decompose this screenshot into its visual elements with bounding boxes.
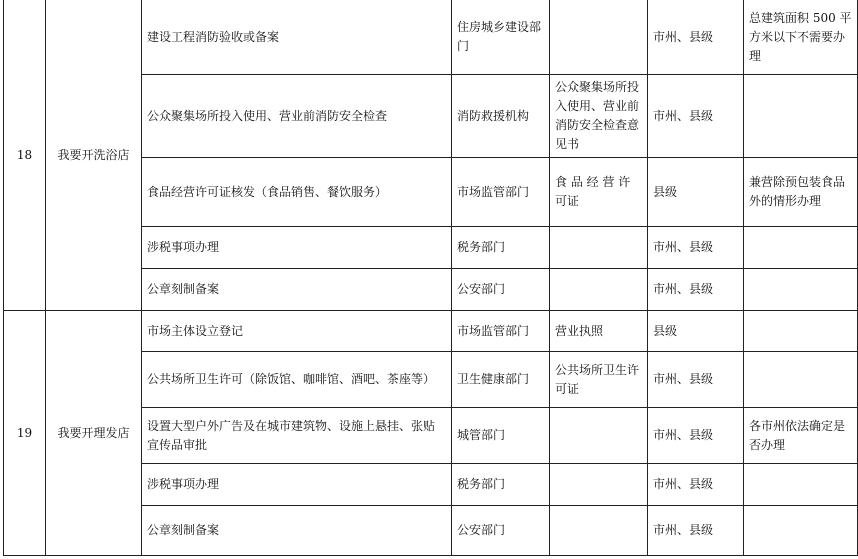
note-cell	[744, 227, 858, 269]
item-cell: 涉税事项办理	[142, 464, 452, 506]
note-cell	[744, 506, 858, 556]
item-cell: 市场主体设立登记	[142, 311, 452, 352]
dept-cell: 市场监管部门	[452, 311, 550, 352]
note-cell: 兼营除预包装食品外的情形办理	[744, 158, 858, 227]
note-cell	[744, 464, 858, 506]
level-cell: 市州、县级	[648, 506, 744, 556]
cert-cell	[550, 506, 648, 556]
cert-cell	[550, 464, 648, 506]
group-name: 我要开理发店	[46, 311, 142, 556]
cert-cell	[550, 269, 648, 311]
level-cell: 县级	[648, 311, 744, 352]
level-cell: 市州、县级	[648, 352, 744, 408]
note-cell	[744, 269, 858, 311]
item-cell: 食品经营许可证核发（食品销售、餐饮服务）	[142, 158, 452, 227]
dept-cell: 税务部门	[452, 227, 550, 269]
item-cell: 建设工程消防验收或备案	[142, 0, 452, 75]
note-cell: 各市州依法确定是否办理	[744, 408, 858, 464]
dept-cell: 公安部门	[452, 506, 550, 556]
level-cell: 市州、县级	[648, 75, 744, 158]
dept-cell: 卫生健康部门	[452, 352, 550, 408]
note-cell	[744, 311, 858, 352]
item-cell: 公共场所卫生许可（除饭馆、咖啡馆、酒吧、茶座等）	[142, 352, 452, 408]
note-cell	[744, 352, 858, 408]
dept-cell: 市场监管部门	[452, 158, 550, 227]
cert-cell	[550, 408, 648, 464]
group-name: 我要开洗浴店	[46, 0, 142, 311]
level-cell: 市州、县级	[648, 464, 744, 506]
group-number: 19	[4, 311, 46, 556]
level-cell: 市州、县级	[648, 0, 744, 75]
item-cell: 公众聚集场所投入使用、营业前消防安全检查	[142, 75, 452, 158]
item-cell: 涉税事项办理	[142, 227, 452, 269]
cert-cell	[550, 227, 648, 269]
dept-cell: 住房城乡建设部门	[452, 0, 550, 75]
item-cell: 公章刻制备案	[142, 269, 452, 311]
level-cell: 市州、县级	[648, 227, 744, 269]
item-cell: 公章刻制备案	[142, 506, 452, 556]
level-cell: 市州、县级	[648, 269, 744, 311]
group-number: 18	[4, 0, 46, 311]
cert-cell: 营业执照	[550, 311, 648, 352]
dept-cell: 公安部门	[452, 269, 550, 311]
item-cell: 设置大型户外广告及在城市建筑物、设施上悬挂、张贴宣传品审批	[142, 408, 452, 464]
table-row	[4, 311, 858, 352]
service-table	[3, 0, 858, 556]
level-cell: 市州、县级	[648, 408, 744, 464]
dept-cell: 消防救援机构	[452, 75, 550, 158]
cert-cell: 食 品 经 营 许 可证	[550, 158, 648, 227]
level-cell: 县级	[648, 158, 744, 227]
cert-cell: 公共场所卫生许可证	[550, 352, 648, 408]
cert-cell	[550, 0, 648, 75]
note-cell	[744, 75, 858, 158]
cert-cell: 公众聚集场所投入使用、营业前消防安全检查意见书	[550, 75, 648, 158]
dept-cell: 城管部门	[452, 408, 550, 464]
dept-cell: 税务部门	[452, 464, 550, 506]
table-row	[4, 0, 858, 75]
note-cell: 总建筑面积 500 平方米以下不需要办理	[744, 0, 858, 75]
